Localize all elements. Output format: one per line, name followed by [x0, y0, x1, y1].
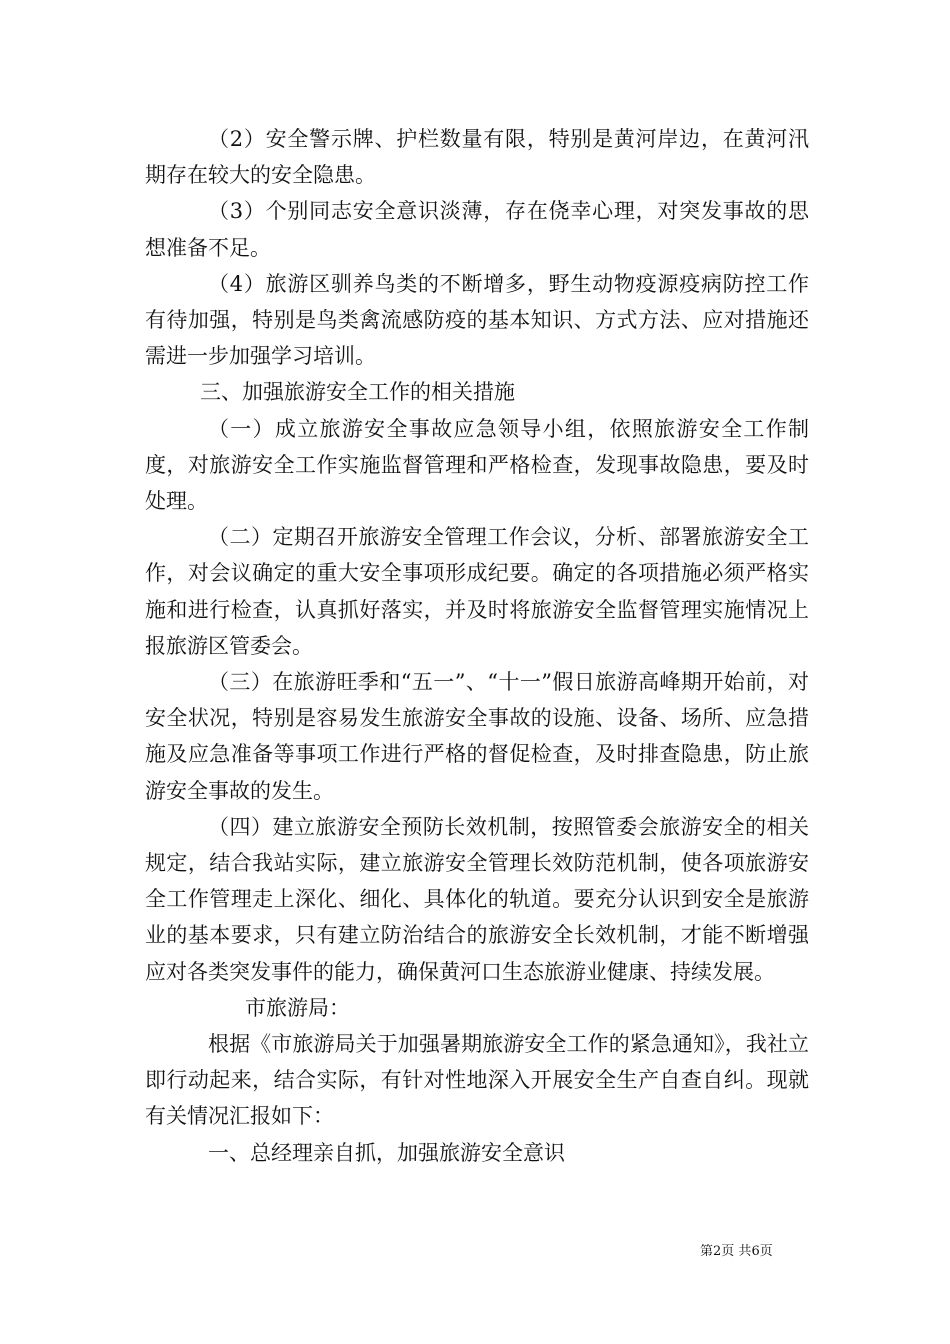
paragraph-item-3: （3）个别同志安全意识淡薄，存在侥幸心理，对突发事故的思想准备不足。 — [145, 199, 809, 260]
footer-total-pages: 6 — [751, 1244, 760, 1259]
letter-intro-paragraph: 根据《市旅游局关于加强暑期旅游安全工作的紧急通知》，我社立即行动起来，结合实际，有针对性地深入开展安全生产自查自纠。现就有关情况汇报如下： — [145, 1032, 809, 1129]
paragraph-measure-2: （二）定期召开旅游安全管理工作会议，分析、部署旅游安全工作，对会议确定的重大安全事项形成纪要。确定的各项措施必须严格实施和进行检查，认真抓好落实，并及时将旅游安全监督管理实施情况上报旅游区管委会。 — [145, 525, 809, 658]
document-body — [145, 121, 809, 1171]
letter-salutation: 市旅游局： — [245, 995, 350, 1020]
paragraph-item-2: （2）安全警示牌、护栏数量有限，特别是黄河岸边，在黄河汛期存在较大的安全隐患。 — [145, 127, 809, 188]
page-number-footer — [700, 1240, 773, 1259]
paragraph-measure-3: （三）在旅游旺季和“五一”、“十一”假日旅游高峰期开始前，对安全状况，特别是容易发生旅游安全事故的设施、设备、场所、应急措施及应急准备等事项工作进行严格的督促检查，及时排查隐患，防止旅游安全事故的发生。 — [145, 670, 809, 803]
footer-prefix: 第 — [700, 1244, 714, 1259]
section-heading-3: 三、加强旅游安全工作的相关措施 — [200, 380, 515, 405]
section-heading-1: 一、总经理亲自抓，加强旅游安全意识 — [208, 1140, 565, 1165]
footer-current-page: 2 — [713, 1244, 722, 1259]
paragraph-item-4: （4）旅游区驯养鸟类的不断增多，野生动物疫源疫病防控工作有待加强，特别是鸟类禽流感防疫的基本知识、方式方法、应对措施还需进一步加强学习培训。 — [145, 271, 809, 369]
footer-middle: 页 共 — [721, 1244, 752, 1259]
footer-suffix: 页 — [759, 1244, 773, 1259]
paragraph-measure-1: （一）成立旅游安全事故应急领导小组，依照旅游安全工作制度，对旅游安全工作实施监督管理和严格检查，发现事故隐患，要及时处理。 — [145, 416, 809, 514]
paragraph-measure-4: （四）建立旅游安全预防长效机制，按照管委会旅游安全的相关规定，结合我站实际，建立旅游安全管理长效防范机制，使各项旅游安全工作管理走上深化、细化、具体化的轨道。要充分认识到安全是旅游业的基本要求，只有建立防治结合的旅游安全长效机制，才能不断增强应对各类突发事件的能力，确保黄河口生态旅游业健康、持续发展。 — [145, 814, 809, 984]
